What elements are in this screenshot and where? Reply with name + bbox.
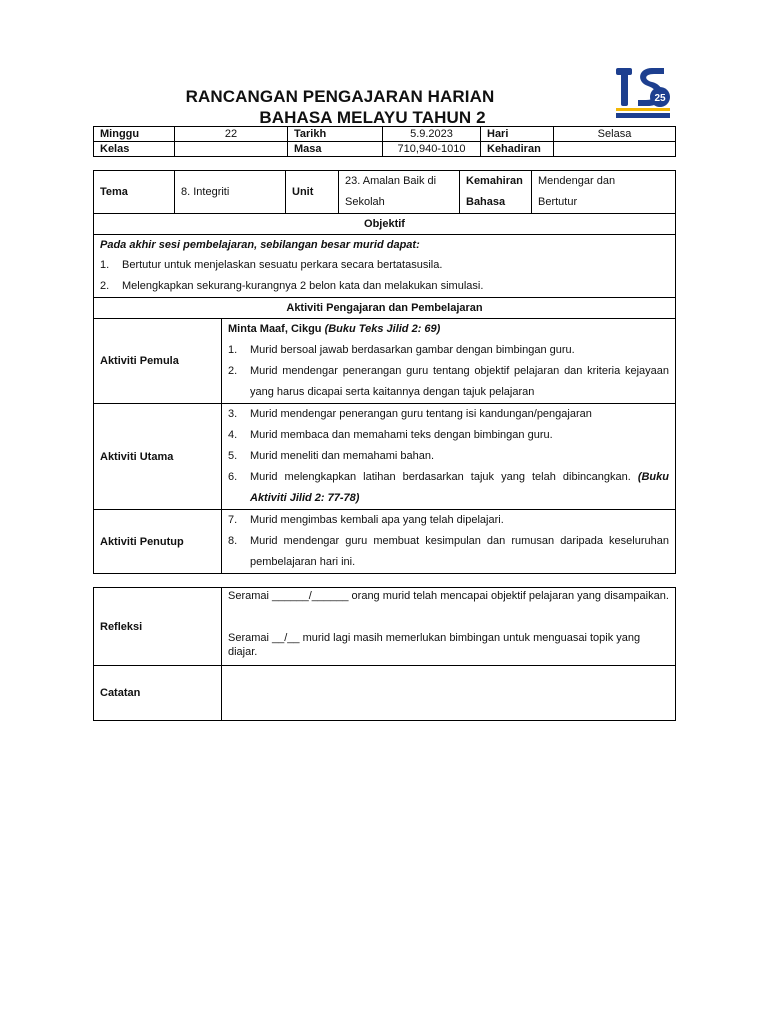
minggu-label: Minggu: [94, 127, 175, 142]
table-row: [94, 666, 676, 721]
penutup-label: Aktiviti Penutup: [94, 510, 222, 574]
pemula-content: [222, 319, 676, 404]
kemahiran-value-line1: Mendengar dan: [538, 175, 616, 187]
pemula-heading: [228, 319, 669, 340]
utama-label: Aktiviti Utama: [94, 404, 222, 510]
list-item: 4. Murid membaca dan memahami teks dengan bimbingan guru.: [228, 429, 553, 441]
refleksi-line1: Seramai ______/______ orang murid telah mencapai objektif pelajaran yang disampaikan.: [228, 590, 669, 602]
refleksi-line2: Seramai __/__ murid lagi masih memerlukan bimbingan untuk menguasai topik yang diajar.: [228, 632, 641, 658]
pemula-ref: (Buku Teks Jilid 2: 69): [324, 323, 441, 335]
refleksi-table: [93, 587, 676, 721]
objektif-cell: [94, 235, 676, 298]
hari-label: Hari: [481, 127, 554, 142]
catatan-label: Catatan: [94, 666, 222, 721]
list-item: 3. Murid mendengar penerangan guru tentang isi kandungan/pengajaran: [228, 408, 592, 420]
refleksi-content: [222, 588, 676, 666]
utama-content: [222, 404, 676, 510]
unit-value-line2: Sekolah: [345, 196, 385, 208]
masa-label: Masa: [288, 142, 383, 157]
table-row: [94, 235, 676, 298]
table-row: [94, 510, 676, 574]
kemahiran-label: [460, 171, 532, 214]
tema-value: 8. Integriti: [175, 171, 286, 214]
pemula-title: Minta Maaf, Cikgu: [228, 323, 322, 335]
list-item: 8. Murid mendengar guru membuat kesimpulan dan rumusan daripada keseluruhan pembelajaran hari ini.: [228, 535, 669, 568]
lesson-plan-table: [93, 170, 676, 574]
list-item: 2. Murid mendengar penerangan guru tentang objektif pelajaran dan kriteria kejayaan yang harus dicapai serta kaitannya dengan tajuk pelajaran: [228, 365, 669, 398]
kehadiran-label: Kehadiran: [481, 142, 554, 157]
info-table: [93, 126, 676, 157]
unit-value-line1: 23. Amalan Baik di: [345, 175, 437, 187]
ts25-logo: [612, 64, 674, 122]
utama-item6-ref: (Buku Aktiviti Jilid 2: 77-78): [250, 471, 669, 504]
masa-value: 710,940-1010: [383, 142, 481, 157]
objektif-list: [100, 255, 669, 297]
kemahiran-value-line2: Bertutur: [538, 196, 578, 208]
table-row: [94, 142, 676, 157]
tema-label: Tema: [94, 171, 175, 214]
pemula-label: Aktiviti Pemula: [94, 319, 222, 404]
minggu-value: 22: [175, 127, 288, 142]
table-row: [94, 171, 676, 214]
objektif-header: Objektif: [94, 214, 676, 235]
aktiviti-header: Aktiviti Pengajaran dan Pembelajaran: [94, 298, 676, 319]
tarikh-value: 5.9.2023: [383, 127, 481, 142]
table-row: [94, 588, 676, 666]
page-title: [0, 86, 680, 128]
list-item: 1. Murid bersoal jawab berdasarkan gambar dengan bimbingan guru.: [228, 344, 575, 356]
logo-number: 25: [654, 93, 666, 104]
refleksi-label: Refleksi: [94, 588, 222, 666]
list-item: 7. Murid mengimbas kembali apa yang telah dipelajari.: [228, 514, 504, 526]
list-item: 5. Murid meneliti dan memahami bahan.: [228, 450, 435, 462]
table-row: [94, 298, 676, 319]
penutup-content: [222, 510, 676, 574]
title-line-1: RANCANGAN PENGAJARAN HARIAN: [185, 87, 495, 106]
penutup-list: [228, 510, 669, 573]
list-item: 6. Murid melengkapkan latihan berdasarkan tajuk yang telah dibincangkan. (Buku Aktiviti Jilid 2: 77-78): [228, 471, 669, 504]
kelas-value: [175, 142, 288, 157]
kemahiran-label-line2: Bahasa: [466, 196, 506, 208]
kehadiran-value: [554, 142, 676, 157]
table-row: [94, 319, 676, 404]
kemahiran-label-line1: Kemahiran: [466, 175, 523, 187]
kelas-label: Kelas: [94, 142, 175, 157]
unit-label: Unit: [286, 171, 339, 214]
tarikh-label: Tarikh: [288, 127, 383, 142]
table-row: [94, 214, 676, 235]
list-item: 1. Bertutur untuk menjelaskan sesuatu perkara secara bertatasusila.: [100, 259, 443, 271]
catatan-value[interactable]: [222, 666, 676, 721]
unit-value: [339, 171, 460, 214]
table-row: [94, 404, 676, 510]
utama-list: [228, 404, 669, 509]
list-item: 2. Melengkapkan sekurang-kurangnya 2 belon kata dan melakukan simulasi.: [100, 280, 484, 292]
title-line-2: BAHASA MELAYU TAHUN 2: [259, 108, 486, 127]
pemula-list: [228, 340, 669, 403]
kemahiran-value: [532, 171, 676, 214]
hari-value: Selasa: [554, 127, 676, 142]
objektif-intro: Pada akhir sesi pembelajaran, sebilangan besar murid dapat:: [100, 239, 420, 251]
table-row: [94, 127, 676, 142]
